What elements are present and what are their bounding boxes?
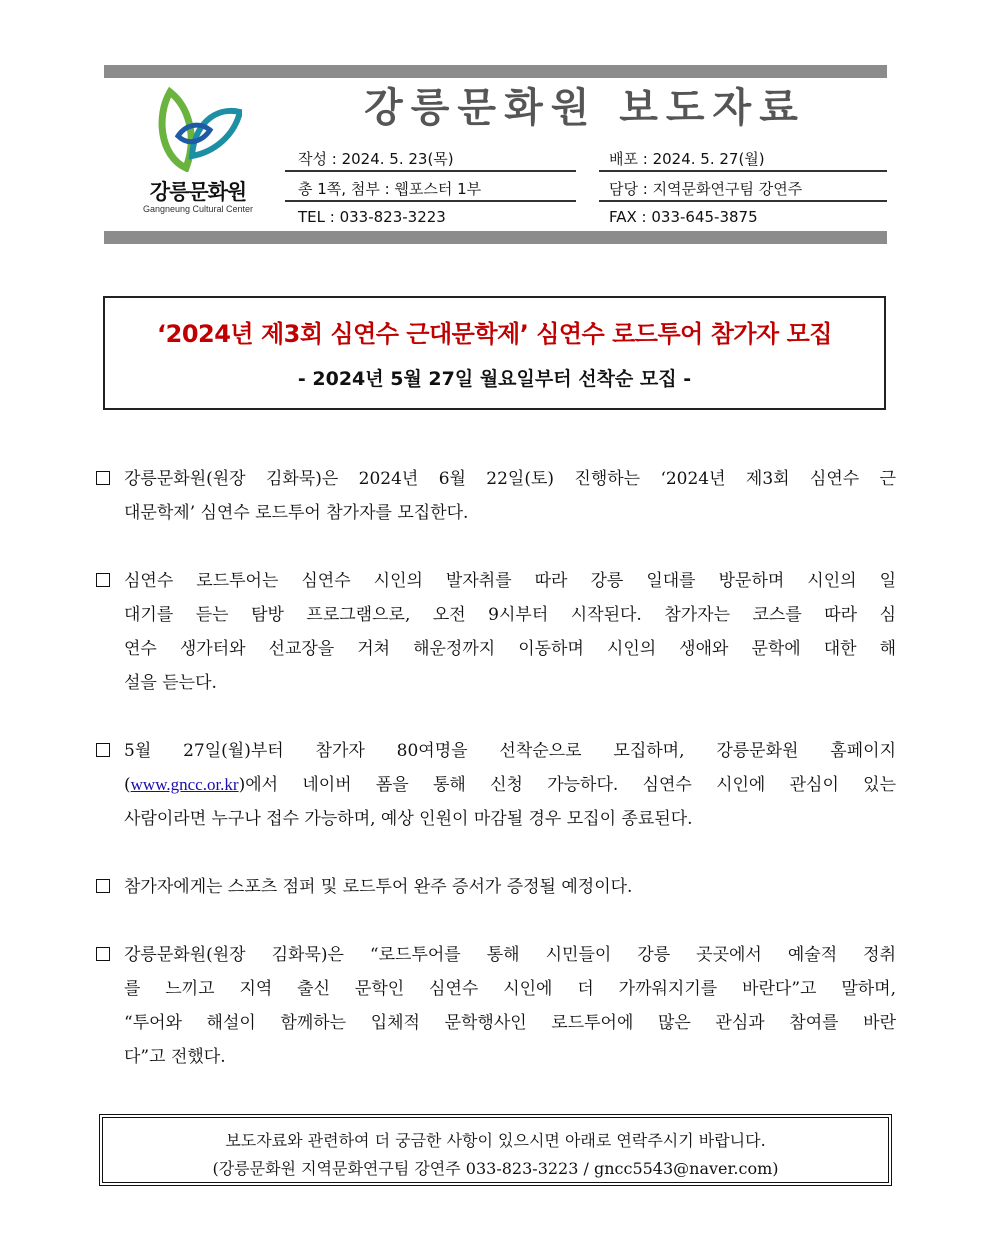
- written-date: 작성 : 2024. 5. 23(목): [298, 150, 454, 168]
- paragraph-line: 대기를 듣는 탐방 프로그램으로, 오전 9시부터 시작된다. 참가자는 코스를 따라 심: [124, 605, 896, 625]
- contact-box-inner: [102, 1117, 889, 1183]
- checkbox-square-icon: [96, 471, 110, 485]
- paragraph-line: 연수 생가터와 선교장을 거쳐 해운정까지 이동하며 시인의 생애와 문학에 대한 해: [124, 639, 896, 659]
- paragraph-line: 5월 27일(월)부터 참가자 80여명을 선착순으로 모집하며, 강릉문화원 홈페이지: [96, 734, 896, 768]
- homepage-link[interactable]: www.gncc.or.kr: [130, 775, 239, 794]
- paragraph-line: “투어와 해설이 함께하는 입체적 문학행사인 로드투어에 많은 관심과 참여를 바란: [124, 1013, 896, 1033]
- page-title: 강릉문화원 보도자료: [364, 85, 806, 131]
- paragraph-1: [96, 462, 896, 530]
- paragraph-line: 참가자에게는 스포츠 점퍼 및 로드투어 완주 증서가 증정될 예정이다.: [96, 870, 896, 904]
- paragraph-line: (www.gncc.or.kr)에서 네이버 폼을 통해 신청 가능하다. 심연수 시인에 관심이 있는: [124, 775, 896, 795]
- paragraph-line: 강릉문화원(원장 김화묵)은 “로드투어를 통해 시민들이 강릉 곳곳에서 예술적 정취: [96, 938, 896, 972]
- paragraph-2: [96, 564, 896, 700]
- logo: [118, 84, 278, 220]
- checkbox-square-icon: [96, 743, 110, 757]
- contact-notice: 보도자료와 관련하여 더 궁금한 사항이 있으시면 아래로 연락주시기 바랍니다.: [225, 1131, 766, 1150]
- fax-number: FAX : 033-645-3875: [609, 208, 758, 226]
- paragraph-line: 설을 듣는다.: [124, 673, 217, 693]
- contact-person: 담당 : 지역문화연구팀 강연주: [609, 180, 803, 198]
- paragraph-5: [96, 938, 896, 1074]
- distributed-date: 배포 : 2024. 5. 27(월): [609, 150, 765, 168]
- contact-details: (강릉문화원 지역문화연구팀 강연주 033-823-3223 / gncc5543@naver.com): [212, 1159, 779, 1178]
- header-bottom-bar: [104, 231, 887, 244]
- paragraph-3: [96, 734, 896, 836]
- paragraph-line: 강릉문화원(원장 김화묵)은 2024년 6월 22일(토) 진행하는 ‘2024년 제3회 심연수 근: [96, 462, 896, 496]
- checkbox-square-icon: [96, 879, 110, 893]
- divider: [285, 200, 576, 202]
- paragraph-line: 심연수 로드투어는 심연수 시인의 발자취를 따라 강릉 일대를 방문하며 시인의 일: [96, 564, 896, 598]
- paragraph-line: 사람이라면 누구나 접수 가능하며, 예상 인원이 마감될 경우 모집이 종료된다.: [124, 809, 693, 829]
- logo-name-kr: 강릉문화원: [149, 180, 247, 204]
- paragraph-line: 대문학제’ 심연수 로드투어 참가자를 모집한다.: [124, 503, 469, 523]
- paragraph-4: [96, 870, 896, 904]
- paragraph-line: 를 느끼고 지역 출신 문학인 심연수 시인에 더 가까워지기를 바란다”고 말하며,: [124, 979, 896, 999]
- divider: [599, 200, 887, 202]
- checkbox-square-icon: [96, 947, 110, 961]
- checkbox-square-icon: [96, 573, 110, 587]
- paragraph-line: 다”고 전했다.: [124, 1047, 226, 1067]
- tel-number: TEL : 033-823-3223: [298, 208, 446, 226]
- divider: [599, 170, 887, 172]
- leaf-logo-icon: [158, 86, 242, 172]
- headline-title: ‘2024년 제3회 심연수 근대문학제’ 심연수 로드투어 참가자 모집: [157, 320, 832, 348]
- headline-subtitle: - 2024년 5월 27일 월요일부터 선착순 모집 -: [297, 368, 692, 390]
- logo-name-en: Gangneung Cultural Center: [142, 204, 254, 214]
- page-count: 총 1쪽, 첨부 : 웹포스터 1부: [298, 180, 482, 198]
- headline-box: [103, 296, 886, 410]
- contact-box: [99, 1114, 892, 1186]
- divider: [285, 170, 576, 172]
